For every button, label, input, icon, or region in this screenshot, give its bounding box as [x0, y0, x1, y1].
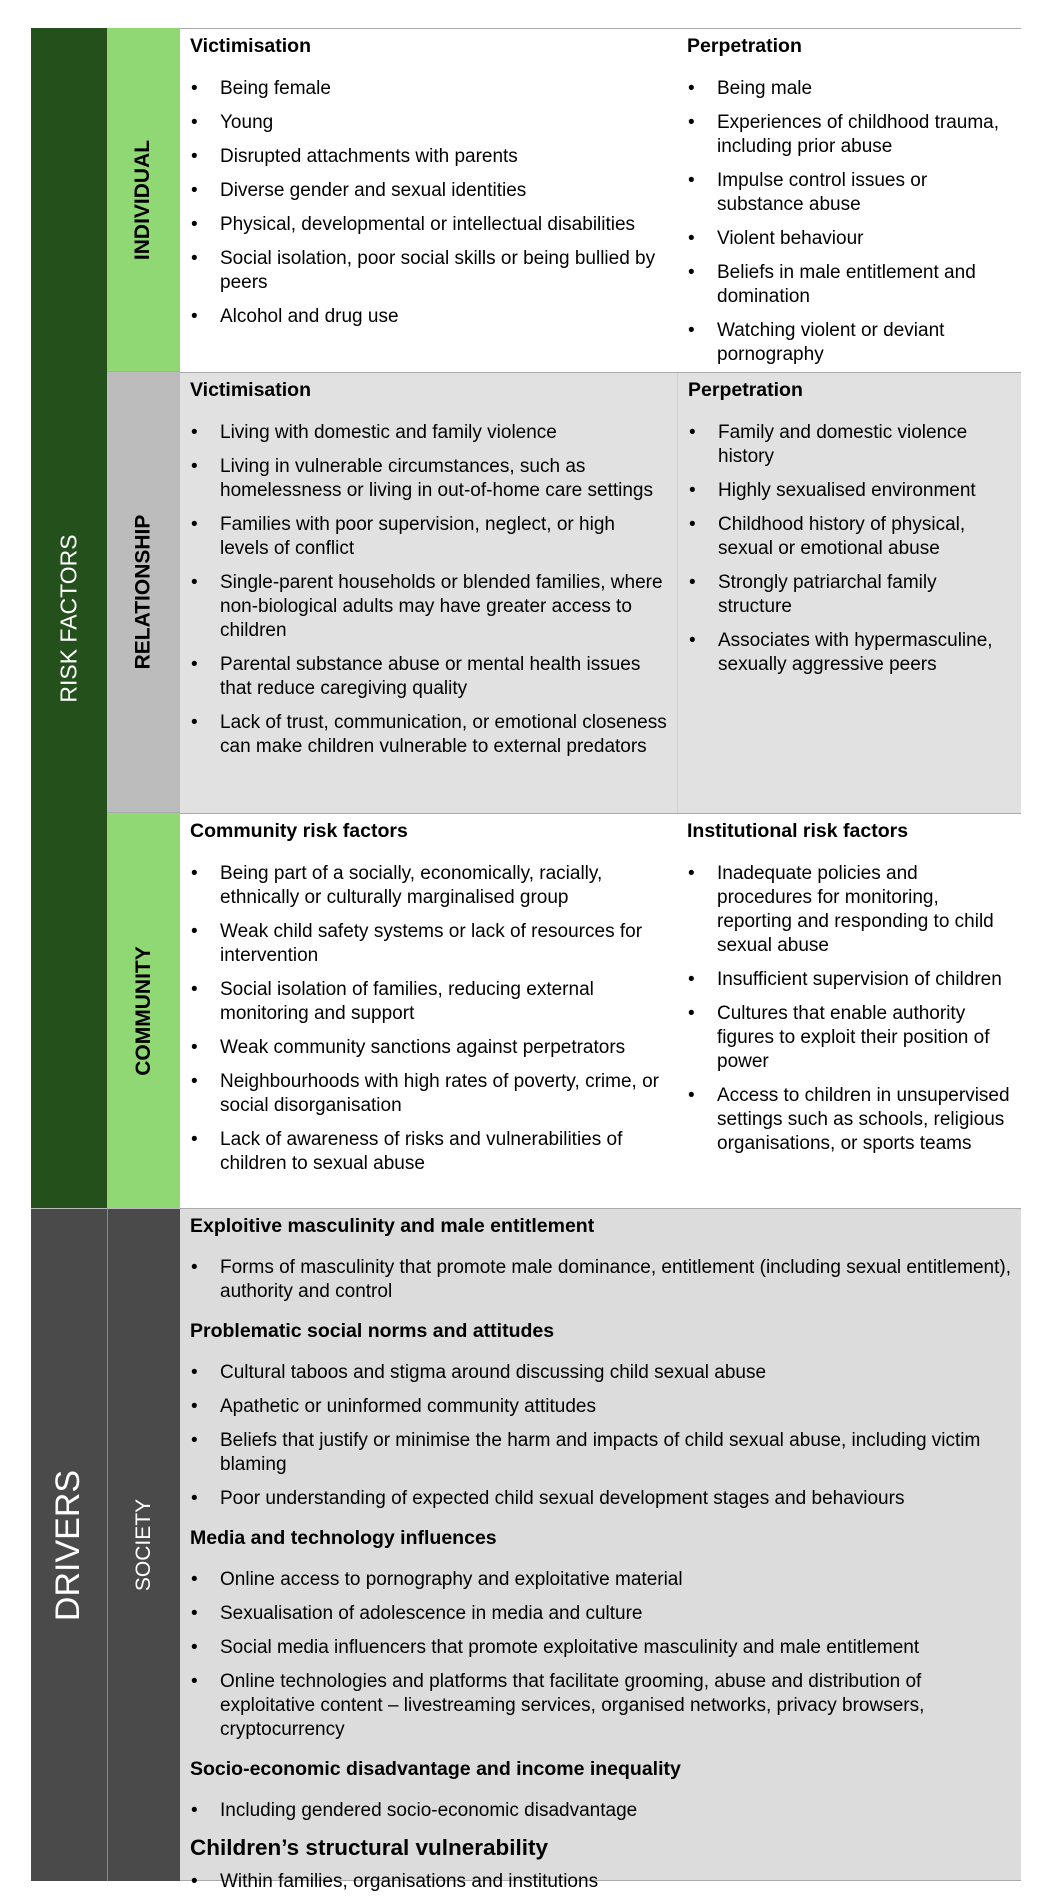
section-heading: Community risk factors	[190, 820, 408, 842]
list-item: • Alcohol and drug use	[190, 305, 667, 329]
list-item: • Living in vulnerable circumstances, such as homelessness or living in out-of-home care settings	[190, 455, 667, 503]
institutional-risk-factors	[677, 814, 1021, 1208]
list-item: • Family and domestic violence history	[688, 421, 1012, 469]
bullet-list	[180, 1550, 1021, 1742]
relationship-section	[180, 372, 1021, 813]
bullet-list	[180, 1343, 1021, 1511]
list-item: • Cultural taboos and stigma around discussing child sexual abuse	[190, 1361, 1011, 1385]
list-item: • Diverse gender and sexual identities	[190, 179, 667, 203]
bullet-list	[180, 1862, 1021, 1894]
list-item: • Young	[190, 111, 667, 135]
list-item: • Beliefs in male entitlement and domination	[687, 261, 1011, 309]
list-item: • Lack of trust, communication, or emotional closeness can make children vulnerable to external predators	[190, 711, 667, 759]
community-section	[180, 813, 1021, 1208]
bullet-list	[180, 402, 677, 759]
section-heading: Perpetration	[687, 35, 802, 57]
bullet-list	[677, 58, 1021, 367]
relationship-label: RELATIONSHIP	[131, 514, 155, 670]
list-item: • Experiences of childhood trauma, including prior abuse	[687, 111, 1011, 159]
society-group-masculinity	[180, 1209, 1021, 1304]
list-item: • Associates with hypermasculine, sexually aggressive peers	[688, 629, 1012, 677]
individual-label-cell	[107, 28, 180, 372]
list-item: • Families with poor supervision, neglect, or high levels of conflict	[190, 513, 667, 561]
individual-victimisation	[180, 29, 677, 372]
bullet-list	[180, 1238, 1021, 1304]
list-item: • Social media influencers that promote exploitative masculinity and male entitlement	[190, 1636, 1011, 1660]
section-heading: Media and technology influences	[190, 1527, 497, 1549]
drivers-label-cell	[31, 1208, 107, 1881]
section-heading: Children’s structural vulnerability	[190, 1835, 549, 1860]
risk-drivers-table	[31, 28, 1021, 1892]
individual-label: INDIVIDUAL	[131, 139, 155, 260]
list-item: • Strongly patriarchal family structure	[688, 571, 1012, 619]
list-item: • Impulse control issues or substance abuse	[687, 169, 1011, 217]
list-item: • Lack of awareness of risks and vulnerabilities of children to sexual abuse	[190, 1128, 667, 1176]
society-label-cell	[107, 1208, 180, 1881]
relationship-victimisation	[180, 373, 677, 813]
list-item: • Online access to pornography and exploitative material	[190, 1568, 1011, 1592]
list-item: • Apathetic or uninformed community attitudes	[190, 1395, 1011, 1419]
section-heading: Problematic social norms and attitudes	[190, 1320, 555, 1342]
list-item: • Physical, developmental or intellectual disabilities	[190, 213, 667, 237]
drivers-label: DRIVERS	[49, 1469, 88, 1621]
list-item: • Highly sexualised environment	[688, 479, 1012, 503]
list-item: • Cultures that enable authority figures to exploit their position of power	[687, 1002, 1011, 1074]
list-item: • Violent behaviour	[687, 227, 1011, 251]
list-item: • Including gendered socio-economic disadvantage	[190, 1799, 1011, 1823]
list-item: • Weak child safety systems or lack of resources for intervention	[190, 920, 667, 968]
section-heading: Perpetration	[688, 379, 803, 401]
list-item: • Living with domestic and family violence	[190, 421, 667, 445]
list-item: • Access to children in unsupervised settings such as schools, religious organisations, or sports teams	[687, 1084, 1011, 1156]
society-label: SOCIETY	[132, 1498, 155, 1592]
list-item: • Being male	[687, 77, 1011, 101]
list-item: • Sexualisation of adolescence in media and culture	[190, 1602, 1011, 1626]
list-item: • Being part of a socially, economically, racially, ethnically or culturally marginalised group	[190, 862, 667, 910]
risk-factors-label-cell	[31, 28, 107, 1208]
society-group-media	[180, 1521, 1021, 1742]
list-item: • Parental substance abuse or mental health issues that reduce caregiving quality	[190, 653, 667, 701]
bullet-list	[180, 1781, 1021, 1823]
list-item: • Insufficient supervision of children	[687, 968, 1011, 992]
bullet-list	[677, 843, 1021, 1156]
list-item: • Neighbourhoods with high rates of poverty, crime, or social disorganisation	[190, 1070, 667, 1118]
society-group-structural	[180, 1833, 1021, 1894]
individual-perpetration	[677, 29, 1021, 372]
list-item: • Online technologies and platforms that facilitate grooming, abuse and distribution of exploitative content – livestreaming services, organised networks, privacy browsers, cryptocurrency	[190, 1670, 1011, 1742]
relationship-label-cell	[107, 372, 180, 813]
list-item: • Social isolation, poor social skills or being bullied by peers	[190, 247, 667, 295]
society-group-socioeconomic	[180, 1752, 1021, 1823]
list-item: • Inadequate policies and procedures for monitoring, reporting and responding to child sexual abuse	[687, 862, 1011, 958]
list-item: • Poor understanding of expected child sexual development stages and behaviours	[190, 1487, 1011, 1511]
list-item: • Social isolation of families, reducing external monitoring and support	[190, 978, 667, 1026]
section-heading: Exploitive masculinity and male entitlement	[190, 1215, 595, 1237]
list-item: • Forms of masculinity that promote male dominance, entitlement (including sexual entitlement), authority and control	[190, 1256, 1011, 1304]
relationship-perpetration	[677, 373, 1022, 813]
list-item: • Watching violent or deviant pornography	[687, 319, 1011, 367]
society-section	[180, 1208, 1021, 1892]
bullet-list	[180, 843, 677, 1176]
list-item: • Childhood history of physical, sexual or emotional abuse	[688, 513, 1012, 561]
list-item: • Within families, organisations and institutions	[190, 1870, 1011, 1894]
list-item: • Disrupted attachments with parents	[190, 145, 667, 169]
risk-factors-label: RISK FACTORS	[55, 533, 82, 703]
section-heading: Institutional risk factors	[687, 820, 909, 842]
community-label: COMMUNITY	[131, 945, 155, 1076]
society-group-norms	[180, 1314, 1021, 1511]
community-risk-factors	[180, 814, 677, 1208]
list-item: • Beliefs that justify or minimise the harm and impacts of child sexual abuse, including victim blaming	[190, 1429, 1011, 1477]
individual-section	[180, 28, 1021, 372]
bullet-list	[678, 402, 1022, 677]
bullet-list	[180, 58, 677, 329]
section-heading: Victimisation	[190, 379, 312, 401]
community-label-cell	[107, 813, 180, 1208]
list-item: • Weak community sanctions against perpetrators	[190, 1036, 667, 1060]
list-item: • Single-parent households or blended families, where non-biological adults may have greater access to children	[190, 571, 667, 643]
list-item: • Being female	[190, 77, 667, 101]
section-heading: Victimisation	[190, 35, 312, 57]
section-heading: Socio-economic disadvantage and income inequality	[190, 1758, 681, 1780]
